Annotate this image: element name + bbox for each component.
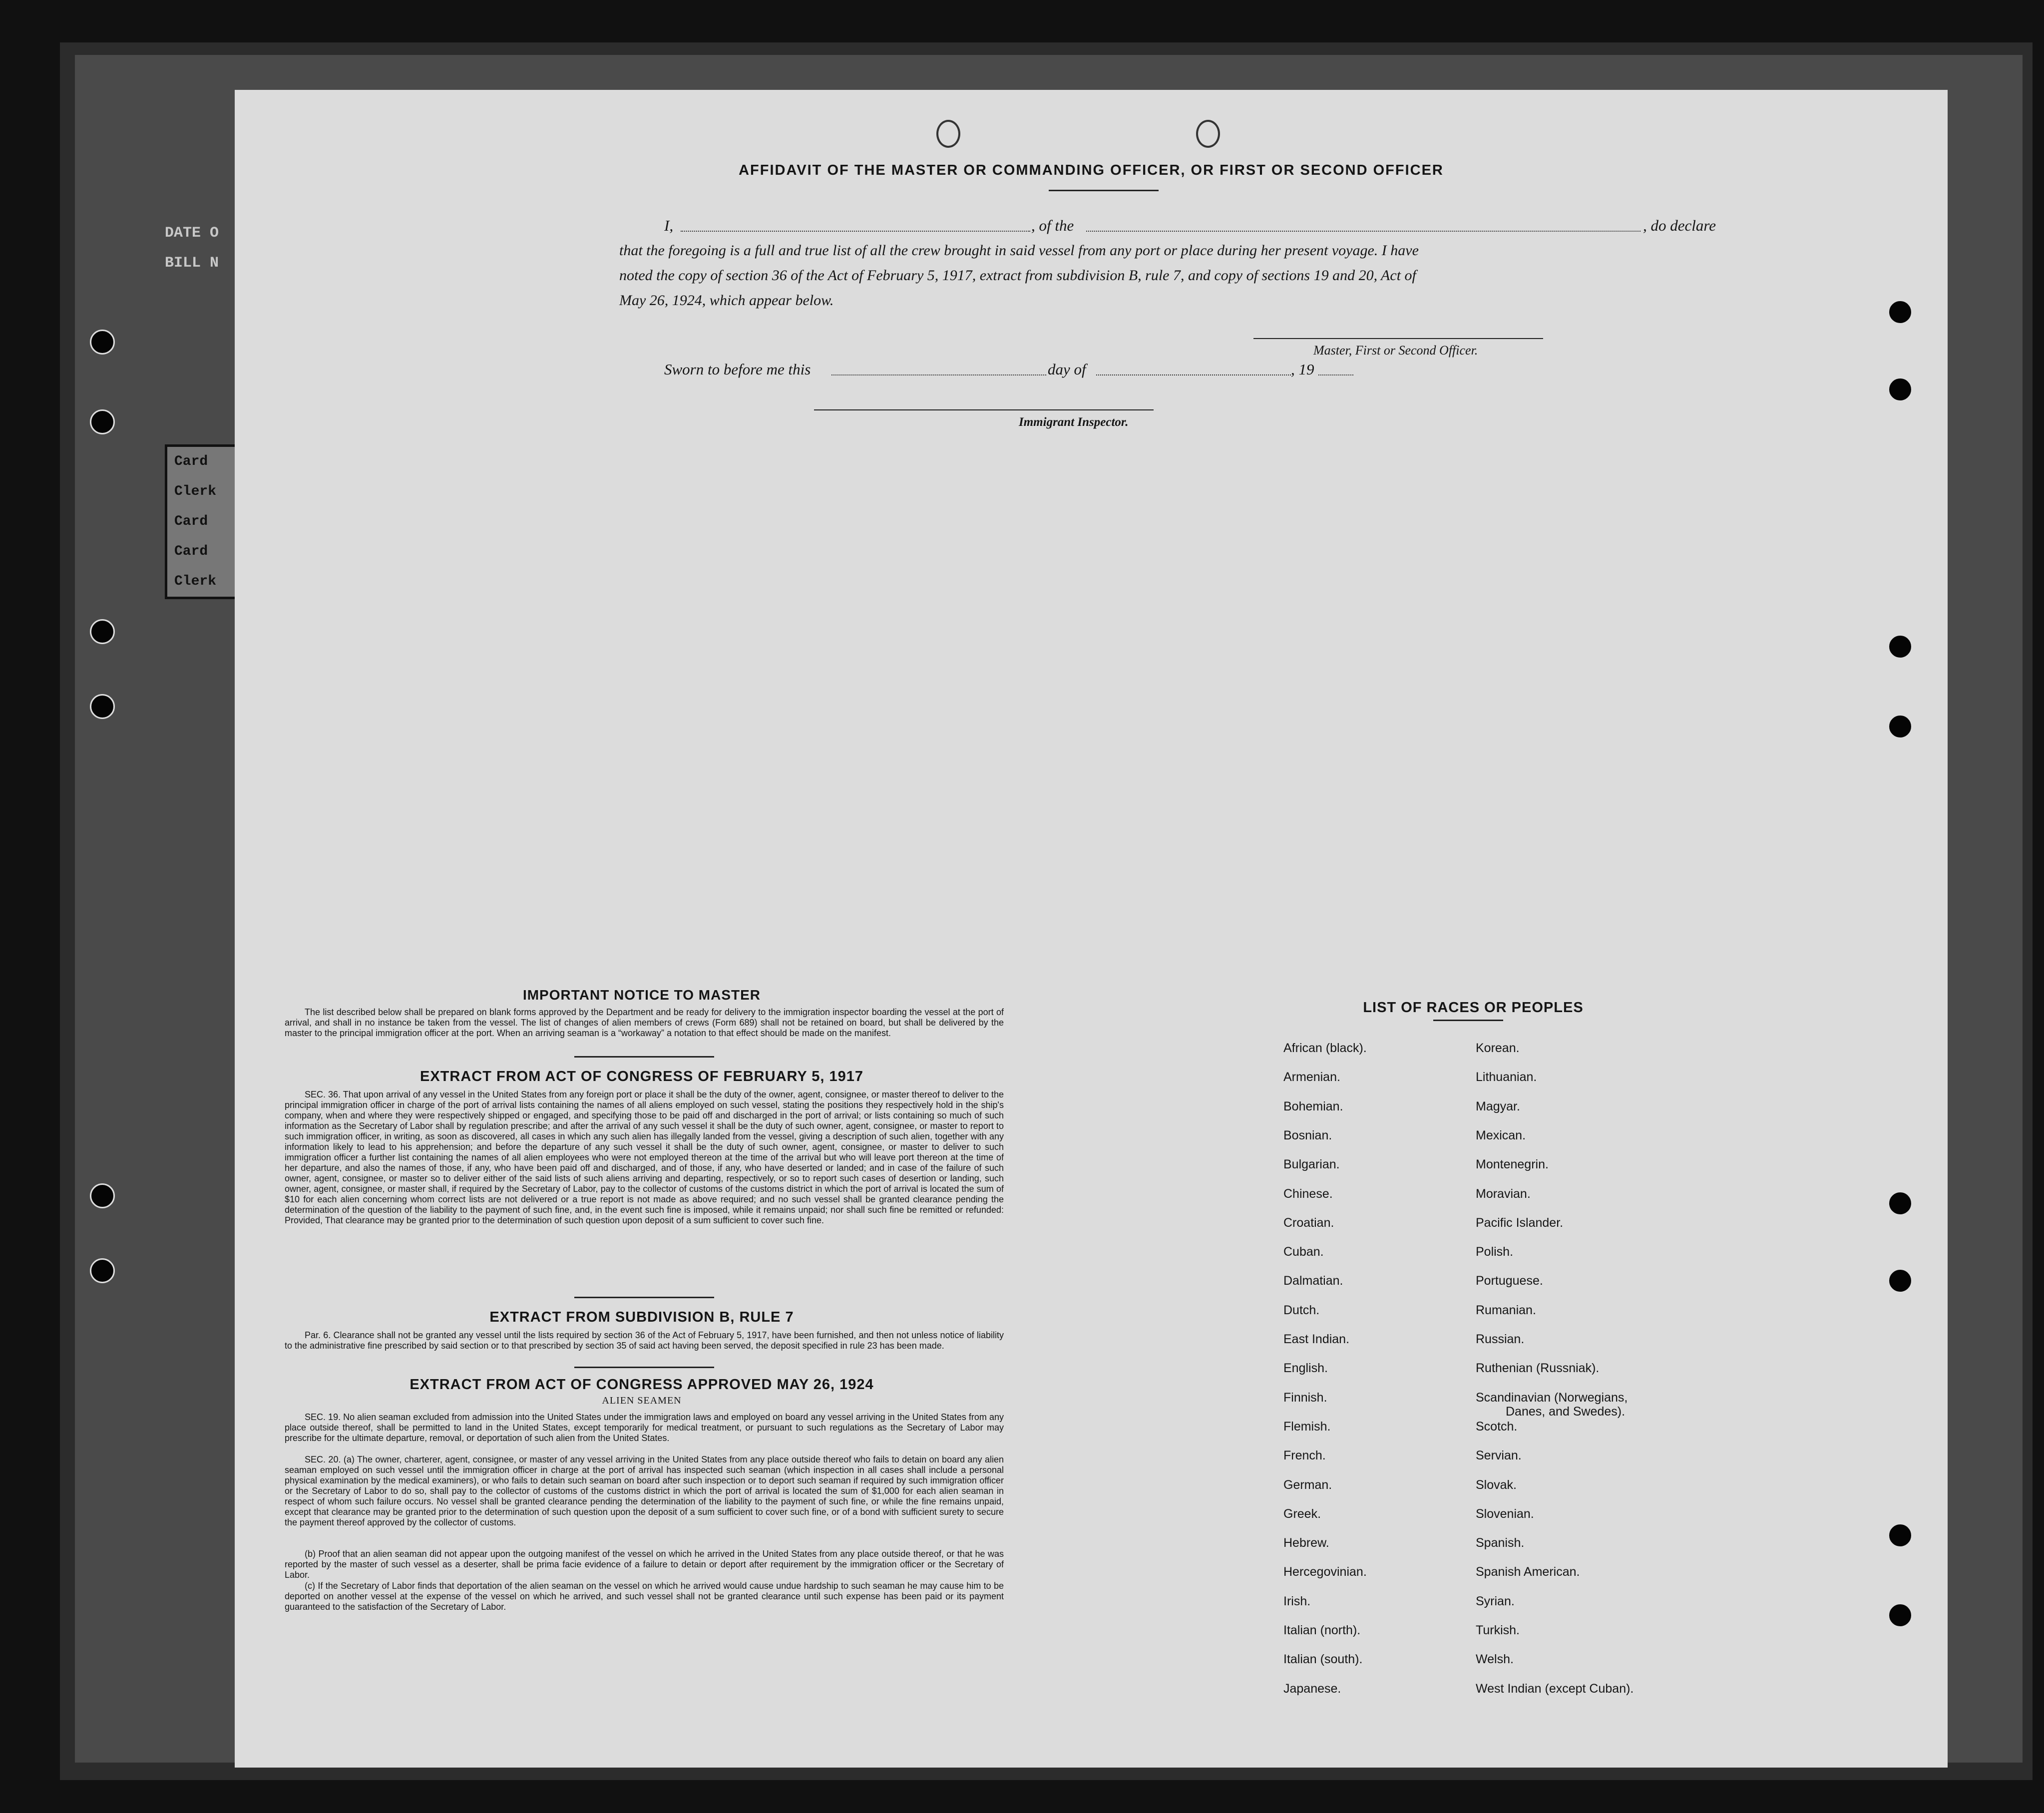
stub-box-item: Card — [174, 544, 208, 559]
stub-box-item: Card — [174, 454, 208, 469]
punch-hole — [936, 120, 960, 148]
binder-hole — [1888, 1603, 1913, 1628]
sworn-month-line — [1096, 374, 1291, 375]
races-title: LIST OF RACES OR PEOPLES — [1363, 1000, 1584, 1016]
notice-title: IMPORTANT NOTICE TO MASTER — [522, 987, 761, 1003]
race-item: German. — [1283, 1477, 1332, 1492]
race-item: Pacific Islander. — [1476, 1215, 1564, 1230]
race-item: Korean. — [1476, 1041, 1520, 1055]
race-item: English. — [1283, 1361, 1328, 1376]
extract-1924-sec20b: (b) Proof that an alien seaman did not appear upon the outgoing manifest of the vessel on which he arrived in the United States from any place outside thereof, or that he was reported by the master of such vessel as a deserter, shall be prima facie evidence of a failure to detain or deport after requirement by the immigration officer or the Secretary of Labor. — [285, 1549, 1004, 1580]
extract-rule7-body: Par. 6. Clearance shall not be granted any vessel until the lists required by section 36 of the Act of February 5, 1917, have been furnished, and then not unless notice of liability to the administrative fine prescribed by said section or to that prescribed by section 35 of said act having been served, the deposit specified in rule 23 has been made. — [285, 1330, 1004, 1351]
vessel-line — [1086, 231, 1640, 232]
race-item: Magyar. — [1476, 1099, 1520, 1113]
race-item: Moravian. — [1476, 1186, 1531, 1201]
affidavit-line-2: that the foregoing is a full and true list of all the crew brought in said vessel from any port or place during her present voyage. I have — [619, 242, 1419, 259]
race-item: Finnish. — [1283, 1390, 1327, 1405]
race-item: East Indian. — [1283, 1332, 1350, 1346]
race-item: Bosnian. — [1283, 1128, 1332, 1142]
race-item: Bulgarian. — [1283, 1157, 1340, 1172]
races-rule — [1433, 1020, 1503, 1021]
race-item: Flemish. — [1283, 1419, 1331, 1434]
race-item: Bohemian. — [1283, 1099, 1343, 1113]
race-item: Hercegovinian. — [1283, 1565, 1367, 1579]
race-item: Dutch. — [1283, 1303, 1320, 1317]
notice-body: The list described below shall be prepared on blank forms approved by the Department and be ready for delivery to the immigration inspector boarding the vessel at the port of arrival, and shall in no instance be taken from the vessel. The list of changes of alien members of crews (Form 689) shall not be retained on board, but shall be delivered by the master to the principal immigration officer at the port. When an arriving seaman is a “workaway” a notation to that effect should be made on the manifest. — [285, 1007, 1004, 1038]
name-line — [681, 231, 1030, 232]
race-item: Chinese. — [1283, 1186, 1333, 1201]
binder-hole — [1888, 1191, 1913, 1216]
binder-hole — [90, 1258, 115, 1283]
binder-hole — [90, 330, 115, 355]
binder-hole — [1888, 1523, 1913, 1548]
extract-rule7-title: EXTRACT FROM SUBDIVISION B, RULE 7 — [489, 1309, 794, 1325]
binder-hole — [1888, 377, 1913, 402]
race-item: Dalmatian. — [1283, 1274, 1343, 1288]
race-item: Portuguese. — [1476, 1274, 1543, 1288]
race-item: Irish. — [1283, 1594, 1311, 1608]
race-item: West Indian (except Cuban). — [1476, 1681, 1634, 1696]
race-item: Cuban. — [1283, 1245, 1324, 1259]
affidavit-title: AFFIDAVIT OF THE MASTER OR COMMANDING OFFICER, OR FIRST OR SECOND OFFICER — [739, 162, 1444, 178]
binder-hole — [90, 694, 115, 719]
punch-hole — [1196, 120, 1220, 148]
inspector-signature-line — [814, 409, 1154, 410]
binder-hole — [1888, 300, 1913, 325]
race-item: Italian (south). — [1283, 1652, 1363, 1667]
race-item: Syrian. — [1476, 1594, 1515, 1608]
race-item: Spanish. — [1476, 1536, 1525, 1550]
race-item: Montenegrin. — [1476, 1157, 1549, 1172]
race-item: Spanish American. — [1476, 1565, 1580, 1579]
extract-1924-sec20c: (c) If the Secretary of Labor finds that deportation of the alien seaman on the vessel on which he arrived would cause undue hardship to such seaman he may cause him to be deported on another vessel at the expense of the vessel on which he arrived, and such vessel shall not be granted clearance until such expense has been paid or its payment guaranteed to the satisfaction of the Secretary of Labor. — [285, 1581, 1004, 1612]
race-item: Rumanian. — [1476, 1303, 1536, 1317]
extract-1917-title: EXTRACT FROM ACT OF CONGRESS OF FEBRUARY 5, 1917 — [419, 1069, 864, 1085]
extract-1924-sec19: SEC. 19. No alien seaman excluded from admission into the United States under the immigration laws and employed on board any vessel arriving in the United States from any place outside thereof, shall be permitted to land in the United States, except temporarily for medical treatment, or pursuant to such regulations as the Secretary of Labor may prescribe for the ultimate departure, removal, or deportation of such alien from the United States. — [285, 1412, 1004, 1443]
affidavit-declare-label: , do declare — [1643, 217, 1716, 234]
race-item: Welsh. — [1476, 1652, 1514, 1667]
binder-hole — [90, 619, 115, 644]
affidavit-line-4: May 26, 1924, which appear below. — [619, 292, 834, 309]
affidavit-i-label: I, — [664, 217, 674, 234]
race-item: Slovak. — [1476, 1477, 1517, 1492]
affidavit-of-label: , of the — [1031, 217, 1074, 234]
binder-hole — [1888, 714, 1913, 739]
race-item: Greek. — [1283, 1506, 1321, 1521]
race-item: Hebrew. — [1283, 1536, 1329, 1550]
stub-box — [165, 444, 245, 599]
sworn-label: Sworn to before me this — [664, 361, 811, 378]
race-item: Italian (north). — [1283, 1623, 1361, 1637]
stub-label-date: DATE O — [165, 225, 219, 242]
stub-box-item: Card — [174, 514, 208, 529]
race-item: Danes, and Swedes). — [1506, 1404, 1626, 1419]
stub-box-item: Clerk — [174, 574, 217, 589]
binder-hole — [1888, 634, 1913, 659]
day-of-label: day of — [1048, 361, 1086, 378]
race-item: Japanese. — [1283, 1681, 1341, 1696]
race-item: Armenian. — [1283, 1070, 1340, 1085]
race-item: Mexican. — [1476, 1128, 1526, 1142]
extract-1924-subtitle: ALIEN SEAMEN — [602, 1395, 682, 1406]
binder-hole — [90, 409, 115, 434]
race-item: Ruthenian (Russniak). — [1476, 1361, 1600, 1376]
race-item: African (black). — [1283, 1041, 1367, 1055]
binder-hole — [90, 1183, 115, 1208]
binder-hole — [1888, 1268, 1913, 1293]
affidavit-line-3: noted the copy of section 36 of the Act of February 5, 1917, extract from subdivision B, rule 7, and copy of sections 19 and 20, Act of — [619, 267, 1416, 284]
stub-label-bill: BILL N — [165, 255, 219, 272]
extract-1917-body: SEC. 36. That upon arrival of any vessel in the United States from any foreign port or place it shall be the duty of the owner, agent, consignee, or master thereof to deliver to the principal immigration officer in charge of the port of arrival lists containing the names of all aliens employed on such vessel, stating the positions they respectively hold in the ship's company, when and where they were respectively shipped or engaged, and specifying those to be paid off and discharged in the port of arrival; or lists containing so much of such information as the Secretary of Labor shall by regulation prescribe; and after the arrival of any such vessel it shall be the duty of such owner, agent, consignee, or master to report to such immigration officer, in writing, as soon as discovered, all cases in which any such alien has illegally landed from the vessel, giving a description of such alien, together with any information likely to lead to his apprehension; and before the departure of any such vessel it shall be the duty of such owner, agent, consignee, or master to deliver to such immigration officer a further list containing the names of all alien employees who were not employed thereon at the time of the arrival but who will leave port thereon at the time of her departure, and also the names of those, if any, who have been paid off and discharged, and of those, if any, who have deserted or landed; and in case of the failure of such owner, agent, consignee, or master so to deliver either of the said lists of such aliens arriving and departing, respectively, or so to report such cases of desertion or landing, such owner, agent, consignee, or master shall, if required by the Secretary of Labor, pay to the collector of customs of the customs district in which the port of arrival is located the sum of $10 for each alien concerning whom correct lists are not delivered or a true report is not made as above required; and no such vessel shall be granted clearance pending the determination of the question of the liability to the payment of such fine, and, in the event such fine is imposed, while it remains unpaid; nor shall such fine be remitted or refunded: Provided, That clearance may be granted prior to the determination of such question upon deposit of a sum sufficient to cover such fine. — [285, 1089, 1004, 1225]
year-label: , 19 — [1291, 361, 1314, 378]
form-sheet — [235, 90, 1948, 1768]
section-rule — [574, 1297, 714, 1298]
race-item: Croatian. — [1283, 1215, 1334, 1230]
sworn-year-line — [1318, 374, 1353, 375]
sworn-day-line — [831, 374, 1046, 375]
race-item: Slovenian. — [1476, 1506, 1534, 1521]
race-item: Russian. — [1476, 1332, 1525, 1346]
race-item: Scandinavian (Norwegians, — [1476, 1390, 1628, 1405]
race-item: Servian. — [1476, 1449, 1522, 1463]
master-signature-line — [1253, 338, 1543, 339]
master-caption: Master, First or Second Officer. — [1313, 343, 1478, 358]
extract-1924-sec20a: SEC. 20. (a) The owner, charterer, agent, consignee, or master of any vessel arriving in the United States from any place outside thereof who fails to detain on board any alien seaman employed on such vessel until the immigration officer in charge at the port of arrival has inspected such seaman (which inspection in all cases shall include a personal physical examination by the medical examiners), or who fails to detain such seaman on board after such inspection or to deport such seaman if required by such immigration officer or the Secretary of Labor to do so, shall pay to the collector of customs of the customs district in which the port of arrival is located the sum of $1,000 for each alien seaman in respect of whom such failure occurs. No vessel shall be granted clearance pending the determination of the liability to the payment of such fine, or while the fine remains unpaid, except that clearance may be granted prior to the determination of such question upon the deposit of a sum sufficient to cover such fine, or of a bond with sufficient surety to secure the payment thereof approved by the collector of customs. — [285, 1454, 1004, 1527]
stub-box-item: Clerk — [174, 484, 217, 499]
race-item: Polish. — [1476, 1245, 1514, 1259]
title-rule — [1049, 190, 1159, 191]
race-item: Lithuanian. — [1476, 1070, 1537, 1085]
extract-1924-title: EXTRACT FROM ACT OF CONGRESS APPROVED MAY 26, 1924 — [409, 1377, 874, 1393]
race-item: French. — [1283, 1449, 1326, 1463]
race-item: Turkish. — [1476, 1623, 1520, 1637]
inspector-caption: Immigrant Inspector. — [1019, 415, 1129, 429]
section-rule — [574, 1056, 714, 1058]
section-rule — [574, 1367, 714, 1368]
race-item: Scotch. — [1476, 1419, 1518, 1434]
